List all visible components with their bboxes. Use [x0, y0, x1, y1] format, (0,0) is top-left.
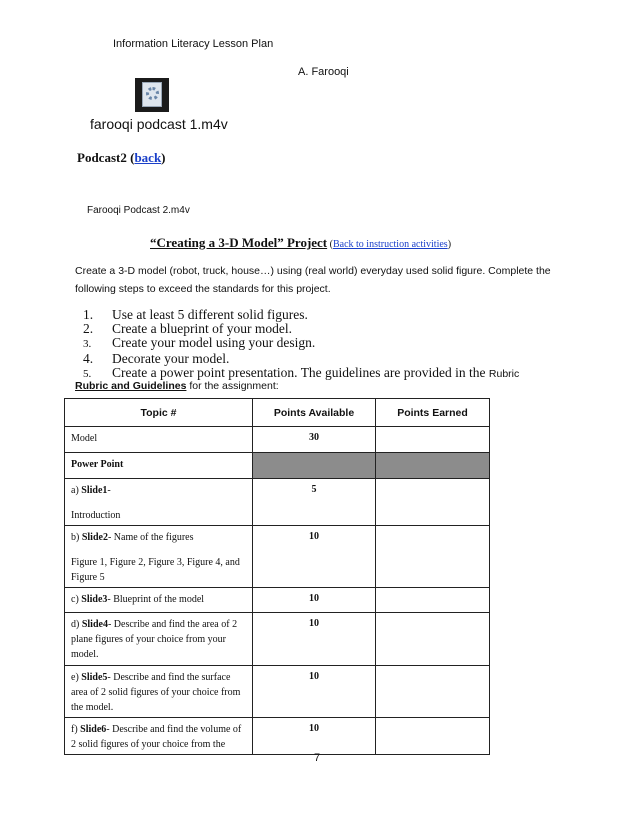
step-text: Use at least 5 different solid figures. [112, 307, 308, 322]
header-title: Information Literacy Lesson Plan [113, 38, 274, 50]
column-header-points-available: Points Available [253, 399, 376, 427]
topic-prefix: b) [71, 532, 82, 543]
points-cell: 10 [253, 718, 376, 755]
topic-cell [65, 588, 253, 613]
table-row [65, 427, 490, 453]
earned-cell[interactable] [376, 453, 490, 479]
topic-bold: Slide1 [81, 485, 108, 496]
step-text: Create your model using your design. [112, 335, 316, 351]
topic-prefix: d) [71, 619, 82, 630]
topic-cell [65, 718, 253, 755]
step-text: Create a power point presentation. The guidelines are provided in the [112, 364, 489, 380]
column-header-topic: Topic # [65, 399, 253, 427]
podcast2-label: Podcast2 [77, 150, 127, 165]
topic-cell [65, 666, 253, 718]
column-header-points-earned: Points Earned [376, 399, 490, 427]
table-row [65, 526, 490, 588]
topic-extra: Figure 1, Figure 2, Figure 3, Figure 4, and Figure 5 [71, 557, 240, 583]
topic-bold: Slide4 [81, 619, 108, 630]
step-number: 4. [83, 350, 94, 366]
project-intro: Create a 3-D model (robot, truck, house…) using (real world) everyday used solid figure. Complete the following steps to exceed the standards for this project. [75, 265, 551, 295]
table-row [65, 588, 490, 613]
podcast2-open-paren: ( [126, 150, 135, 165]
table-header-row [65, 399, 490, 427]
file-caption[interactable]: farooqi podcast 1.m4v [90, 116, 228, 132]
topic-prefix: c) [71, 594, 82, 605]
project-close-paren: ) [447, 239, 452, 250]
topic-text: - Blueprint of the model [107, 594, 205, 605]
points-cell: 10 [253, 588, 376, 613]
topic-prefix: a) [71, 485, 82, 496]
topic-cell [65, 613, 253, 666]
points-cell: 5 [253, 479, 376, 526]
topic-bold: Slide6 [80, 724, 107, 735]
rubric-table [64, 398, 490, 755]
back-link[interactable]: back [134, 150, 162, 165]
table-row [65, 613, 490, 666]
topic-prefix: e) [71, 672, 82, 683]
podcast2-file-name[interactable]: Farooqi Podcast 2.m4v [87, 205, 190, 216]
earned-cell[interactable] [376, 718, 490, 755]
topic-extra: Introduction [71, 510, 121, 521]
rubric-label [75, 380, 279, 392]
topic-bold: Slide3 [81, 594, 108, 605]
project-open-paren: ( [327, 239, 333, 250]
topic-cell [65, 427, 253, 453]
table-row [65, 479, 490, 526]
step-number: 3. [83, 338, 92, 351]
earned-cell[interactable] [376, 666, 490, 718]
page-number: 7 [314, 752, 321, 764]
topic-cell [65, 453, 253, 479]
media-file-icon[interactable] [135, 78, 169, 112]
step-number: 2. [83, 321, 94, 337]
topic-cell [65, 526, 253, 588]
earned-cell[interactable] [376, 613, 490, 666]
topic-text: Model [71, 433, 98, 444]
step-text: Decorate your model. [112, 350, 230, 366]
podcast2-close-paren: ) [161, 150, 166, 165]
topic-cell [65, 479, 253, 526]
topic-prefix: f) [71, 724, 81, 735]
earned-cell[interactable] [376, 588, 490, 613]
project-title: “Creating a 3-D Model” Project [150, 235, 328, 250]
topic-text: - [107, 485, 111, 496]
step-number: 1. [83, 307, 94, 322]
step-number: 5. [83, 367, 92, 380]
points-cell: 10 [253, 613, 376, 666]
rubric-label-rest: for the assignment: [186, 380, 279, 392]
rubric-label-underlined: Rubric and Guidelines [75, 380, 187, 392]
topic-bold: Slide5 [81, 672, 108, 683]
header-author: A. Farooqi [298, 66, 349, 78]
points-cell [253, 453, 376, 479]
step-rubric-word: Rubric [488, 367, 520, 380]
step-item [80, 336, 519, 351]
table-row [65, 666, 490, 718]
earned-cell[interactable] [376, 479, 490, 526]
table-row [65, 453, 490, 479]
earned-cell[interactable] [376, 427, 490, 453]
back-to-instruction-link[interactable]: Back to instruction activities [332, 239, 448, 250]
steps-list [80, 308, 519, 381]
topic-bold: Slide2 [81, 532, 108, 543]
points-cell: 30 [253, 427, 376, 453]
topic-text: - Name of the figures [107, 532, 194, 543]
topic-bold: Power Point [71, 459, 124, 470]
topic-text: - Describe and find the surface area of 2 solid figures of your choice from the model. [71, 672, 241, 713]
topic-text: - Describe and find the area of 2 plane figures of your choice from your model. [71, 619, 238, 660]
step-item [80, 352, 519, 366]
earned-cell[interactable] [376, 526, 490, 588]
table-row [65, 718, 490, 755]
podcast2-heading [77, 150, 166, 166]
step-text: Create a blueprint of your model. [112, 321, 292, 337]
step-item [80, 308, 519, 322]
step-item [80, 366, 519, 381]
project-heading [150, 235, 451, 251]
points-cell: 10 [253, 526, 376, 588]
points-cell: 10 [253, 666, 376, 718]
topic-text: - Describe and find the volume of 2 solid figures of your choice from the [71, 724, 242, 750]
step-item [80, 322, 519, 336]
